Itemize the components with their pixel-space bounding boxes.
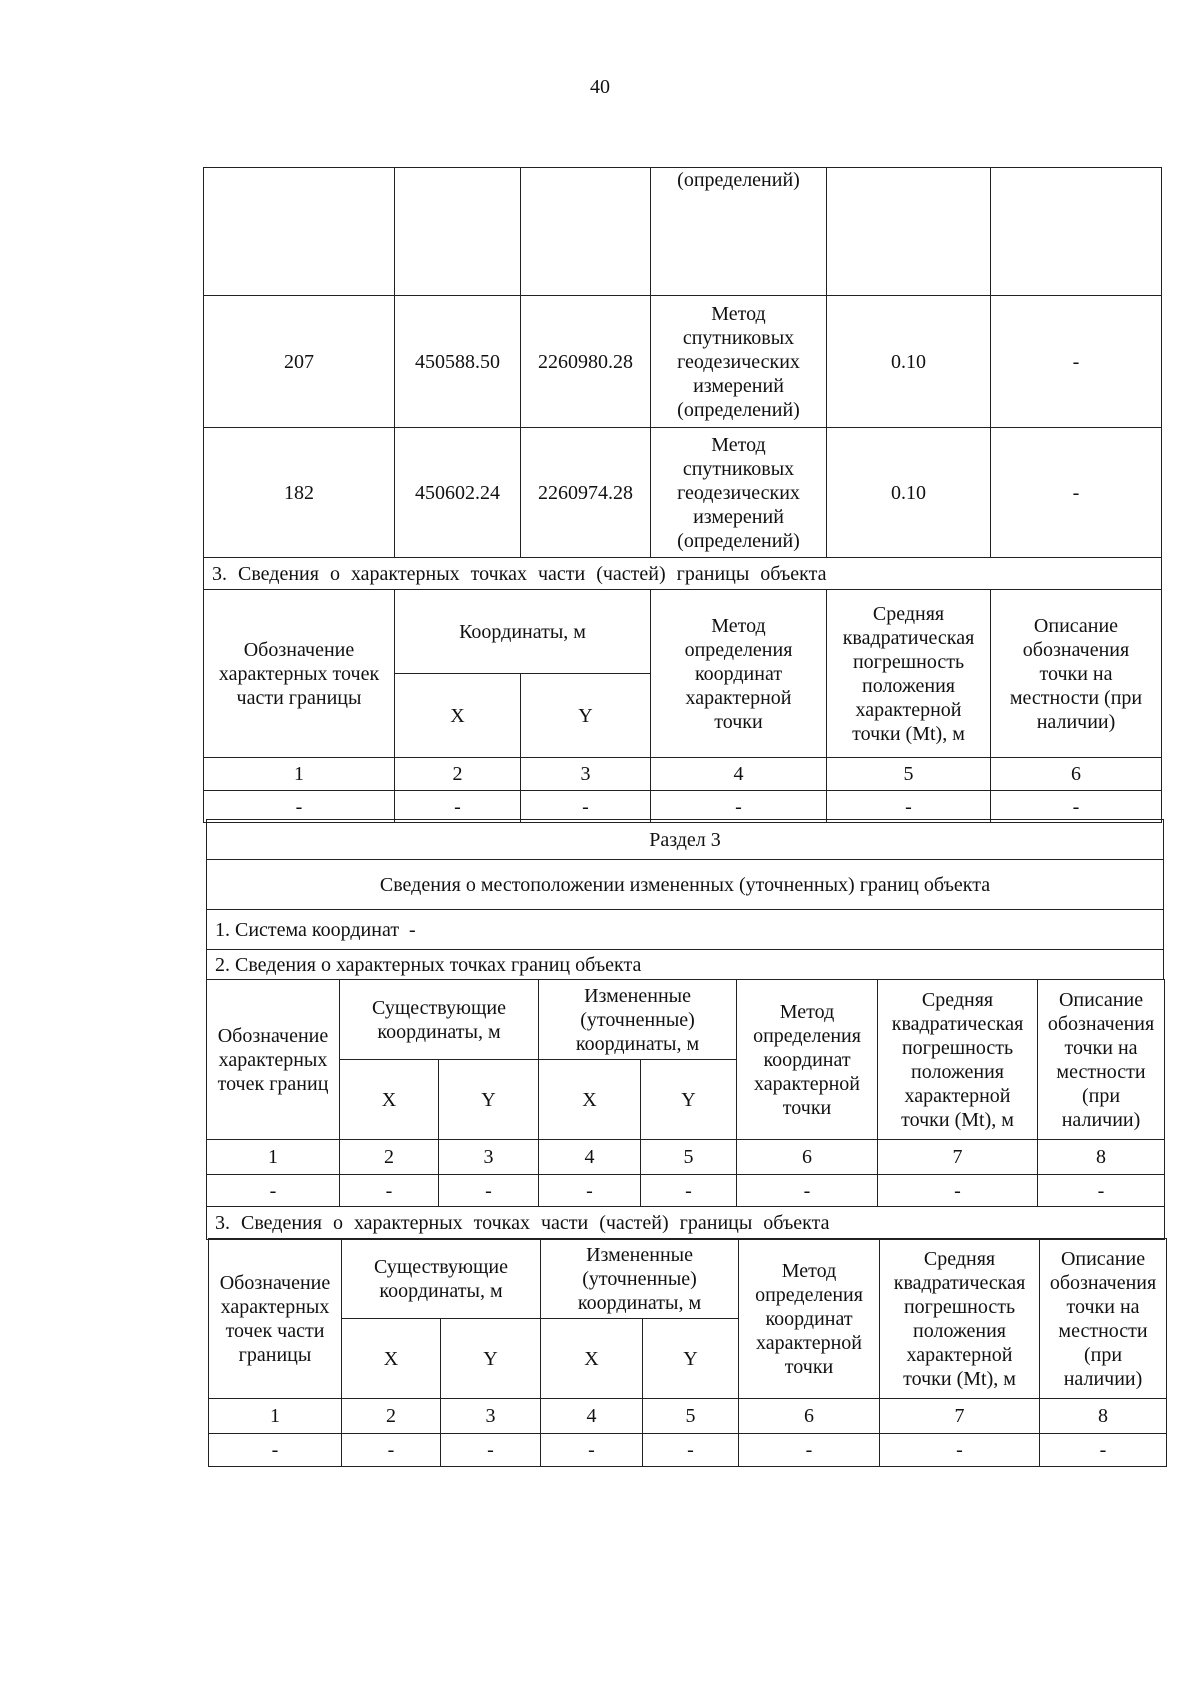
section-title-row <box>207 820 1164 860</box>
data-cell: - <box>541 1434 643 1467</box>
description-header: Описание обозначения точки на местности (при наличии) <box>1038 980 1165 1140</box>
header-row <box>204 590 1162 674</box>
section-subtitle: Сведения о местоположении измененных (уточненных) границ объекта <box>207 860 1164 910</box>
column-numbers-row <box>209 1399 1167 1434</box>
column-number: 1 <box>207 1140 340 1175</box>
table-row <box>204 428 1162 558</box>
continuation-method-cell: (определений) <box>651 168 827 296</box>
changed-coordinates-header: Измененные (уточненные) координаты, м <box>539 980 737 1060</box>
x-header: X <box>340 1060 439 1140</box>
point-number: 207 <box>204 296 395 428</box>
designation-header: Обозначение характерных точек части границы <box>204 590 395 758</box>
data-cell: - <box>441 1434 541 1467</box>
boundary-points-table-continued <box>203 167 1162 823</box>
column-number: 6 <box>737 1140 878 1175</box>
continuation-description-cell <box>991 168 1162 296</box>
column-number: 6 <box>991 758 1162 791</box>
column-number: 5 <box>643 1399 739 1434</box>
data-cell: - <box>827 791 991 823</box>
boundary-points-heading-row <box>207 950 1164 980</box>
part-points-heading: 3. Сведения о характерных точках части (частей) границы объекта <box>204 558 1162 590</box>
column-number: 5 <box>827 758 991 791</box>
column-number: 8 <box>1038 1140 1165 1175</box>
description-cell: - <box>991 296 1162 428</box>
existing-coordinates-header: Существующие координаты, м <box>342 1239 541 1319</box>
column-number: 3 <box>441 1399 541 1434</box>
mt-header: Средняя квадратическая погрешность положения характерной точки (Mt), м <box>880 1239 1040 1399</box>
column-number: 4 <box>539 1140 641 1175</box>
page-number: 40 <box>590 76 610 98</box>
header-row <box>209 1239 1167 1319</box>
data-cell: - <box>207 1175 340 1207</box>
column-number: 2 <box>340 1140 439 1175</box>
data-cell: - <box>651 791 827 823</box>
coordinate-y: 2260980.28 <box>521 296 651 428</box>
method-cell: Метод спутниковых геодезических измерений (определений) <box>651 296 827 428</box>
column-numbers-row <box>204 758 1162 791</box>
data-cell: - <box>340 1175 439 1207</box>
column-number: 4 <box>651 758 827 791</box>
table-row <box>207 1175 1165 1207</box>
changed-coordinates-header: Измененные (уточненные) координаты, м <box>541 1239 739 1319</box>
changed-boundary-points-table <box>206 979 1165 1240</box>
section-heading-row <box>207 1207 1165 1240</box>
description-header: Описание обозначения точки на местности (при наличии) <box>991 590 1162 758</box>
data-cell: - <box>439 1175 539 1207</box>
designation-header: Обозначение характерных точек границ <box>207 980 340 1140</box>
description-cell: - <box>991 428 1162 558</box>
y-header: Y <box>641 1060 737 1140</box>
x-header: X <box>541 1319 643 1399</box>
table-row <box>204 296 1162 428</box>
data-cell: - <box>539 1175 641 1207</box>
header-row <box>207 980 1165 1060</box>
data-cell: - <box>737 1175 878 1207</box>
designation-header: Обозначение характерных точек части границы <box>209 1239 342 1399</box>
existing-coordinates-header: Существующие координаты, м <box>340 980 539 1060</box>
column-number: 4 <box>541 1399 643 1434</box>
coordinates-header: Координаты, м <box>395 590 651 674</box>
x-header: X <box>539 1060 641 1140</box>
data-cell: - <box>204 791 395 823</box>
coord-system-row <box>207 910 1164 950</box>
y-header: Y <box>441 1319 541 1399</box>
mt-value: 0.10 <box>827 428 991 558</box>
data-cell: - <box>878 1175 1038 1207</box>
mt-header: Средняя квадратическая погрешность положения характерной точки (Mt), м <box>827 590 991 758</box>
data-cell: - <box>1038 1175 1165 1207</box>
data-cell: - <box>521 791 651 823</box>
section-heading-row <box>204 558 1162 590</box>
point-number: 182 <box>204 428 395 558</box>
coordinate-x: 450588.50 <box>395 296 521 428</box>
method-header: Метод определения координат характерной точки <box>737 980 878 1140</box>
column-number: 3 <box>521 758 651 791</box>
column-number: 5 <box>641 1140 737 1175</box>
column-number: 3 <box>439 1140 539 1175</box>
data-cell: - <box>739 1434 880 1467</box>
y-header: Y <box>643 1319 739 1399</box>
column-number: 1 <box>209 1399 342 1434</box>
column-number: 2 <box>395 758 521 791</box>
column-number: 7 <box>878 1140 1038 1175</box>
boundary-points-heading: 2. Сведения о характерных точках границ объекта <box>207 950 1164 980</box>
x-header: X <box>395 674 521 758</box>
coordinate-x: 450602.24 <box>395 428 521 558</box>
continuation-y-cell <box>521 168 651 296</box>
column-number: 7 <box>880 1399 1040 1434</box>
column-number: 6 <box>739 1399 880 1434</box>
mt-value: 0.10 <box>827 296 991 428</box>
section-title: Раздел 3 <box>207 820 1164 860</box>
continuation-mt-cell <box>827 168 991 296</box>
x-header: X <box>342 1319 441 1399</box>
data-cell: - <box>991 791 1162 823</box>
coord-system: 1. Система координат - <box>207 910 1164 950</box>
column-number: 8 <box>1040 1399 1167 1434</box>
method-header: Метод определения координат характерной точки <box>739 1239 880 1399</box>
data-cell: - <box>641 1175 737 1207</box>
part-points-heading: 3. Сведения о характерных точках части (частей) границы объекта <box>207 1207 1165 1240</box>
method-header: Метод определения координат характерной точки <box>651 590 827 758</box>
continuation-row <box>204 168 1162 296</box>
y-header: Y <box>439 1060 539 1140</box>
changed-part-points-table <box>208 1238 1167 1467</box>
y-header: Y <box>521 674 651 758</box>
table-row <box>209 1434 1167 1467</box>
method-cell: Метод спутниковых геодезических измерений (определений) <box>651 428 827 558</box>
column-numbers-row <box>207 1140 1165 1175</box>
data-cell: - <box>342 1434 441 1467</box>
data-cell: - <box>880 1434 1040 1467</box>
section-3-header <box>206 819 1164 980</box>
description-header: Описание обозначения точки на местности (при наличии) <box>1040 1239 1167 1399</box>
table-row <box>204 791 1162 823</box>
mt-header: Средняя квадратическая погрешность положения характерной точки (Mt), м <box>878 980 1038 1140</box>
continuation-x-cell <box>395 168 521 296</box>
section-subtitle-row <box>207 860 1164 910</box>
data-cell: - <box>1040 1434 1167 1467</box>
data-cell: - <box>643 1434 739 1467</box>
continuation-point-cell <box>204 168 395 296</box>
coordinate-y: 2260974.28 <box>521 428 651 558</box>
column-number: 1 <box>204 758 395 791</box>
data-cell: - <box>209 1434 342 1467</box>
column-number: 2 <box>342 1399 441 1434</box>
data-cell: - <box>395 791 521 823</box>
